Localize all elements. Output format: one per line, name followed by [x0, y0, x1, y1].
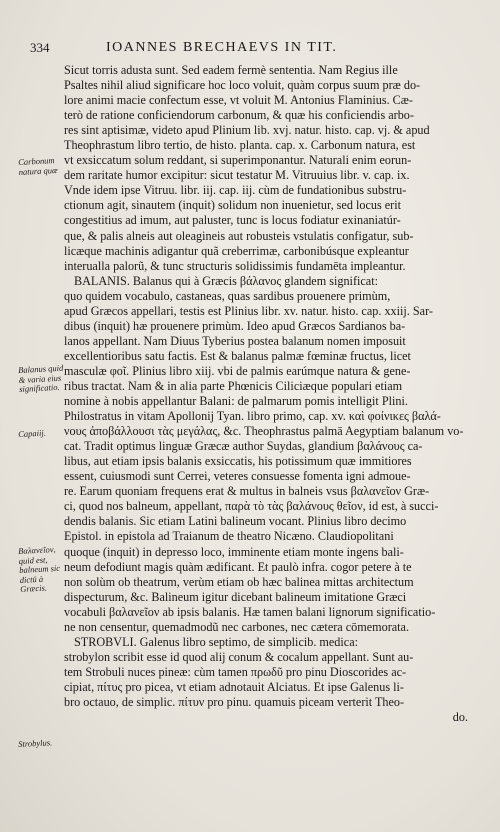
text-line: tem Strobuli nuces pineæ: cùm tamen πρωδῦ pro pinu Dioscorides ac-	[64, 664, 407, 679]
text-line: dem raritate humor excipitur: sicut testatur M. Vitruuius libr. v. cap. ix.	[64, 168, 410, 183]
text-line: dendis balanis. Sic etiam Latini balineum vocant. Plinius libro decimo	[64, 514, 407, 529]
text-line: que, & palis alneis aut oleagineis aut robusteis vstulatis configatur, sub-	[64, 228, 414, 243]
text-line: apud Græcos appellari, testis est Plinius libr. xv. natur. histo. cap. xxiij. Sar-	[64, 303, 433, 318]
text-line: lanos appellant. Nam Diuus Tyberius postea balanum nomen imposuit	[64, 333, 406, 348]
text-line: libus, aut etiam ipsis balanis exsiccatis, his potissimum quæ immitiores	[64, 454, 412, 469]
body-text	[64, 63, 490, 725]
section-heading-line: BALANIS. Balanus qui à Græcis βάλανος glandem significat:	[74, 273, 378, 288]
text-line: re. Earum quoniam frequens erat & multus in balneis vsus βαλανεῖον Græ-	[64, 484, 430, 499]
margin-note: Capaiij.	[17, 427, 47, 439]
text-line: νους ἀποβάλλουσι τὰς μεγάλας, &c. Theophrastus palmā Aegyptiam balanum vo-	[64, 424, 464, 439]
text-line: cat. Tradit optimus linguæ Græcæ author Suydas, glandium βαλάνους ca-	[64, 439, 423, 454]
text-line: Epistol. in epistola ad Traianum de theatro Nicæno. Claudiopolitani	[64, 529, 394, 544]
text-line: Psaltes nihil aliud significare hoc loco voluit, quàm corpus suum præ do-	[64, 78, 421, 93]
text-line: strobylon scribit esse id quod alij conum & cocalum appellant. Sunt au-	[64, 649, 414, 664]
text-line: Vnde idem ipse Vitruu. libr. iij. cap. iij. cùm de fundationibus substru-	[64, 183, 407, 198]
text-line: quoque (inquit) in depresso loco, imminente etiam monte ingens bali-	[64, 544, 404, 559]
page-header	[30, 40, 470, 60]
text-line: quo quidem vocabulo, castaneas, quas sardibus prouenere primùm,	[64, 288, 391, 303]
text-line: ci, quod nos balneum, appellant, παρὰ τὸ τὰς βαλάνους θεῖον, id est, à succi-	[64, 499, 439, 514]
text-line: excellentioribus satu factis. Est & balanus palmæ fœminæ fructus, licet	[64, 348, 411, 363]
margin-note: Βαλανεῖον, quid est, balneum sic dictū à Græcis.	[17, 544, 61, 594]
margin-note: Strobylus.	[17, 737, 53, 749]
text-line: do.	[452, 710, 468, 725]
page-number: 334	[30, 40, 50, 55]
text-line: ne non censentur, quemadmodũ nec carbones, nec cætera cōmemorata.	[64, 619, 410, 634]
text-line: ribus tractat. Nam & in alia parte Phœnicis Ciliciæque populari etiam	[64, 378, 403, 393]
text-line: masculæ φοῖ. Plinius libro xiij. vbi de palmis earúmque natura & gene-	[64, 363, 411, 378]
text-line: essent, cuiusmodi sunt Cerrei, veteres consuesse fomenta igni admoue-	[64, 469, 411, 484]
text-line: vt exsiccatum solum reddant, si superimponantur. Naturali enim eorun-	[64, 153, 412, 168]
text-line: terò de ratione conficiendorum carbonum, & quæ his conficiendis arbo-	[64, 108, 414, 123]
margin-note: Balanus quid & varia eius significatio.	[17, 362, 64, 394]
text-line: cipiat, πίτυς pro picea, vt etiam adnotauit Alciatus. Et ipse Galenus li-	[64, 679, 404, 694]
text-line: ctionum agit, sinautem (inquit) solidum non inuenietur, sed locus erit	[64, 198, 401, 213]
margin-note: Carbonum natura quæ	[17, 155, 58, 177]
text-line: lore animi macie confectum esse, vt voluit M. Antonius Flaminius. Cæ-	[64, 93, 413, 108]
text-line: neum defodiunt magis quàm ædificant. Et paulò infra. cogor petere à te	[64, 559, 412, 574]
text-line: non solùm ob theatrum, verùm etiam ob hæc balinea mittas architectum	[64, 574, 414, 589]
text-line: dispecturum, &c. Balineum igitur dicebant balineum imitatione Græci	[64, 589, 407, 604]
text-line: vocabuli βαλανεῖον ab ipsis balanis. Hæ tamen balani lignorum significatio-	[64, 604, 436, 619]
text-line: Sicut torris adusta sunt. Sed eadem fermè sententia. Nam Regius ille	[64, 63, 398, 77]
running-head: IOANNES BRECHAEVS IN TIT.	[106, 40, 338, 55]
text-line: licæque machinis adigantur quã creberrimæ, carbonibúsque expleantur	[64, 243, 409, 258]
text-line: Philostratus in vitam Apollonij Tyan. libro primo, cap. xv. καὶ φοίνικες βαλά-	[64, 409, 441, 424]
text-line: nomine à nobis appellantur Balani: de palmarum pomis intelligit Plini.	[64, 394, 408, 409]
text-line: Theophrastum libro tertio, de histo. planta. cap. x. Carbonum natura, est	[64, 138, 416, 153]
section-heading-line: STROBVLI. Galenus libro septimo, de simplicib. medica:	[74, 634, 358, 649]
text-line: dibus (inquit) hæ prouenere primùm. Ideo apud Græcos Sardianos ba-	[64, 318, 406, 333]
text-line: interualla palorũ, & tunc structuris solidissimis fundamēta impleantur.	[64, 258, 406, 273]
text-line: bro octauo, de simplic. πίτυν pro pinu. quamuis piceam verterit Theo-	[64, 694, 405, 709]
text-line: res sint aptisimæ, videto apud Plinium lib. xvj. natur. histo. cap. vj. & apud	[64, 123, 430, 138]
text-line: congestitius ad imum, aut paluster, tunc is locus fodiatur exinaniatúr-	[64, 213, 401, 228]
